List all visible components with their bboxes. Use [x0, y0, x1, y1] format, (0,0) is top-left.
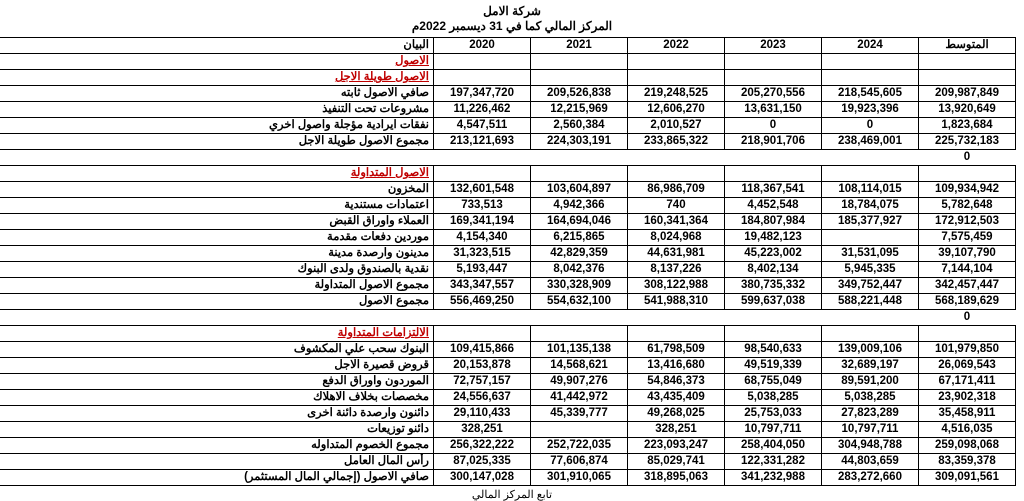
column-header-2021: 2021: [531, 38, 628, 54]
table-row: [0, 246, 1016, 262]
table-cell-value: 118,367,541: [725, 182, 822, 198]
table-row: [0, 230, 1016, 246]
table-cell-label: مجموع الاصول المتداولة: [0, 278, 434, 294]
table-cell-value: 5,782,648: [919, 198, 1016, 214]
table-row: [0, 310, 1016, 326]
table-cell-value: [919, 54, 1016, 70]
table-cell-value: 224,303,191: [531, 134, 628, 150]
table-cell-label: الالتزامات المتداولة: [0, 326, 434, 342]
table-cell-value: [725, 166, 822, 182]
table-cell-value: [531, 166, 628, 182]
table-cell-value: [531, 70, 628, 86]
table-cell-value: 309,091,561: [919, 470, 1016, 486]
table-row: [0, 374, 1016, 390]
table-cell-value: 83,359,378: [919, 454, 1016, 470]
table-cell-value: 44,631,981: [628, 246, 725, 262]
table-row: [0, 166, 1016, 182]
table-cell-value: 132,601,548: [434, 182, 531, 198]
table-cell-value: 318,895,063: [628, 470, 725, 486]
table-row: [0, 470, 1016, 486]
table-cell-value: [822, 150, 919, 166]
table-cell-label: موردين دفعات مقدمة: [0, 230, 434, 246]
column-header-2020: 2020: [434, 38, 531, 54]
table-cell-label: البنوك سحب علي المكشوف: [0, 342, 434, 358]
table-cell-value: [822, 54, 919, 70]
table-cell-value: 218,901,706: [725, 134, 822, 150]
column-header-statement: البيان: [0, 38, 434, 54]
table-cell-value: 13,631,150: [725, 102, 822, 118]
table-cell-label: مدينون وارصدة مدينة: [0, 246, 434, 262]
table-cell-value: 233,865,322: [628, 134, 725, 150]
column-header-2024: 2024: [822, 38, 919, 54]
table-cell-value: 12,215,969: [531, 102, 628, 118]
table-row: [0, 70, 1016, 86]
table-cell-value: 8,042,376: [531, 262, 628, 278]
table-cell-value: 0: [963, 311, 971, 323]
table-cell-value: 164,694,046: [531, 214, 628, 230]
table-cell-value: [725, 70, 822, 86]
table-cell-value: [434, 54, 531, 70]
table-cell-value: 5,193,447: [434, 262, 531, 278]
table-cell-value: 101,135,138: [531, 342, 628, 358]
table-body: [0, 54, 1016, 486]
table-cell-label: مجموع الاصول: [0, 294, 434, 310]
table-row: [0, 390, 1016, 406]
table-cell-value: 733,513: [434, 198, 531, 214]
table-cell-value: 49,907,276: [531, 374, 628, 390]
footer-note: تابع المركز المالي: [471, 489, 553, 501]
table-cell-value: [434, 70, 531, 86]
table-cell-value: 209,526,838: [531, 86, 628, 102]
table-cell-value: 72,757,157: [434, 374, 531, 390]
table-cell-value: [531, 54, 628, 70]
table-cell-value: [725, 54, 822, 70]
table-cell-value: 4,452,548: [725, 198, 822, 214]
table-cell-value: 39,107,790: [919, 246, 1016, 262]
table-cell-value: [822, 230, 919, 246]
table-cell-value: 225,732,183: [919, 134, 1016, 150]
table-cell-value: 23,902,318: [919, 390, 1016, 406]
table-cell-value: 1,823,684: [919, 118, 1016, 134]
table-cell-value: 184,807,984: [725, 214, 822, 230]
table-cell-label: دائنو توزيعات: [0, 422, 434, 438]
table-cell-value: 6,215,865: [531, 230, 628, 246]
table-cell-label: المخزون: [0, 182, 434, 198]
table-cell-value: 19,923,396: [822, 102, 919, 118]
table-row: [0, 86, 1016, 102]
table-cell-value: 103,604,897: [531, 182, 628, 198]
table-cell-value: 328,251: [434, 422, 531, 438]
table-cell-value: 24,556,637: [434, 390, 531, 406]
table-row: [0, 294, 1016, 310]
table-cell-value: 740: [628, 198, 725, 214]
table-cell-label: قروض قصيرة الاجل: [0, 358, 434, 374]
table-row: [0, 150, 1016, 166]
table-row: [0, 278, 1016, 294]
table-cell-value: 86,986,709: [628, 182, 725, 198]
table-cell-label: [0, 310, 434, 326]
table-cell-value: 11,226,462: [434, 102, 531, 118]
table-cell-value: 343,347,557: [434, 278, 531, 294]
table-cell-value: [822, 326, 919, 342]
table-row: [0, 102, 1016, 118]
table-cell-value: 169,341,194: [434, 214, 531, 230]
table-cell-value: 328,251: [628, 422, 725, 438]
table-cell-value: 85,029,741: [628, 454, 725, 470]
table-cell-value: 25,753,033: [725, 406, 822, 422]
table-cell-value: 172,912,503: [919, 214, 1016, 230]
table-cell-value: 7,575,459: [919, 230, 1016, 246]
table-cell-label: مشروعات تحت التنفيذ: [0, 102, 434, 118]
table-cell-value: 238,469,001: [822, 134, 919, 150]
table-cell-label: دائنون وارصدة دائنة اخرى: [0, 406, 434, 422]
table-cell-value: 14,568,621: [531, 358, 628, 374]
table-cell-value: 19,482,123: [725, 230, 822, 246]
table-cell-value: 5,038,285: [822, 390, 919, 406]
table-row: [0, 118, 1016, 134]
table-cell-value: [434, 310, 531, 326]
table-cell-value: 218,545,605: [822, 86, 919, 102]
table-cell-value: [822, 310, 919, 326]
table-cell-value: 588,221,448: [822, 294, 919, 310]
table-cell-label: اعتمادات مستندية: [0, 198, 434, 214]
table-cell-value: 8,402,134: [725, 262, 822, 278]
table-cell-label: الموردون واوراق الدفع: [0, 374, 434, 390]
table-cell-label: الاصول طويلة الاجل: [0, 70, 434, 86]
table-cell-value: 67,171,411: [919, 374, 1016, 390]
table-cell-value: 252,722,035: [531, 438, 628, 454]
table-cell-label: صافي الاصول (إجمالي المال المستثمر): [0, 470, 434, 486]
table-cell-value: 0: [725, 118, 822, 134]
table-cell-value: 256,322,222: [434, 438, 531, 454]
table-cell-label: الاصول: [0, 54, 434, 70]
table-cell-value: 8,137,226: [628, 262, 725, 278]
table-header: [0, 38, 1016, 54]
table-cell-label: نفقات ايرادية مؤجلة واصول اخري: [0, 118, 434, 134]
table-cell-value: 380,735,332: [725, 278, 822, 294]
column-header-2022: 2022: [628, 38, 725, 54]
table-cell-value: 44,803,659: [822, 454, 919, 470]
table-cell-label: رأس المال العامل: [0, 454, 434, 470]
table-cell-value: [531, 310, 628, 326]
table-row: [0, 182, 1016, 198]
table-cell-value: 41,442,972: [531, 390, 628, 406]
table-cell-value: 54,846,373: [628, 374, 725, 390]
table-cell-value: 213,121,693: [434, 134, 531, 150]
table-cell-value: 223,093,247: [628, 438, 725, 454]
table-cell-value: 109,934,942: [919, 182, 1016, 198]
table-cell-value: [725, 326, 822, 342]
table-cell-value: [725, 310, 822, 326]
table-row: [0, 438, 1016, 454]
table-cell-value: 49,519,339: [725, 358, 822, 374]
document-header: [8, 4, 1016, 34]
table-cell-value: [725, 150, 822, 166]
table-cell-value: 568,189,629: [919, 294, 1016, 310]
table-cell-value: 8,024,968: [628, 230, 725, 246]
table-cell-value: 87,025,335: [434, 454, 531, 470]
table-cell-value: 20,153,878: [434, 358, 531, 374]
table-cell-value: 0: [963, 151, 971, 163]
table-cell-value: 10,797,711: [725, 422, 822, 438]
table-cell-value: [531, 150, 628, 166]
table-cell-label: [0, 150, 434, 166]
table-cell-value: [531, 326, 628, 342]
table-cell-value: 556,469,250: [434, 294, 531, 310]
table-cell-value: 4,942,366: [531, 198, 628, 214]
table-cell-value: 554,632,100: [531, 294, 628, 310]
table-cell-value: 18,784,075: [822, 198, 919, 214]
table-cell-value: 219,248,525: [628, 86, 725, 102]
table-cell-value: 5,945,335: [822, 262, 919, 278]
table-row: [0, 214, 1016, 230]
table-cell-value: 4,547,511: [434, 118, 531, 134]
table-header-row: [0, 38, 1016, 54]
table-cell-value: [628, 70, 725, 86]
table-cell-value: 42,829,359: [531, 246, 628, 262]
table-cell-value: 101,979,850: [919, 342, 1016, 358]
table-cell-value: 68,755,049: [725, 374, 822, 390]
table-cell-value: [919, 70, 1016, 86]
table-cell-value: 139,009,106: [822, 342, 919, 358]
table-cell-value: 98,540,633: [725, 342, 822, 358]
table-cell-value: [434, 150, 531, 166]
table-cell-value: 27,823,289: [822, 406, 919, 422]
table-cell-value: 29,110,433: [434, 406, 531, 422]
table-cell-value: 13,416,680: [628, 358, 725, 374]
table-cell-value: 300,147,028: [434, 470, 531, 486]
table-cell-value: 122,331,282: [725, 454, 822, 470]
table-cell-value: 2,560,384: [531, 118, 628, 134]
table-cell-value: [919, 166, 1016, 182]
table-cell-value: 341,232,988: [725, 470, 822, 486]
table-cell-value: 12,606,270: [628, 102, 725, 118]
table-cell-value: 45,223,002: [725, 246, 822, 262]
table-row: [0, 262, 1016, 278]
table-cell-value: [628, 310, 725, 326]
table-cell-value: 308,122,988: [628, 278, 725, 294]
table-cell-value: 541,988,310: [628, 294, 725, 310]
table-cell-value: 599,637,038: [725, 294, 822, 310]
table-cell-value: 49,268,025: [628, 406, 725, 422]
table-cell-value: 13,920,649: [919, 102, 1016, 118]
table-cell-value: 26,069,543: [919, 358, 1016, 374]
table-cell-value: [434, 166, 531, 182]
table-cell-value: 205,270,556: [725, 86, 822, 102]
table-row: [0, 454, 1016, 470]
table-cell-value: 197,347,720: [434, 86, 531, 102]
table-row: [0, 326, 1016, 342]
table-cell-label: العملاء واوراق القبض: [0, 214, 434, 230]
column-header-avg: المتوسط: [919, 38, 1016, 54]
table-cell-value: 349,752,447: [822, 278, 919, 294]
table-cell-value: 342,457,447: [919, 278, 1016, 294]
table-cell-value: 10,797,711: [822, 422, 919, 438]
table-cell-value: 45,339,777: [531, 406, 628, 422]
table-cell-value: 2,010,527: [628, 118, 725, 134]
table-cell-value: [628, 326, 725, 342]
table-row: [0, 422, 1016, 438]
table-cell-value: 77,606,874: [531, 454, 628, 470]
table-row: [0, 134, 1016, 150]
table-row: [0, 198, 1016, 214]
table-cell-value: 108,114,015: [822, 182, 919, 198]
table-cell-value: [822, 70, 919, 86]
table-cell-label: صافي الاصول ثابته: [0, 86, 434, 102]
table-cell-value: 4,516,035: [919, 422, 1016, 438]
table-cell-value: 209,987,849: [919, 86, 1016, 102]
table-row: [0, 406, 1016, 422]
table-cell-value: 258,404,050: [725, 438, 822, 454]
company-name: شركة الامل: [483, 4, 541, 18]
table-cell-label: الاصول المتداولة: [0, 166, 434, 182]
table-cell-value: 31,323,515: [434, 246, 531, 262]
table-cell-value: [919, 326, 1016, 342]
table-cell-label: نقدية بالصندوق ولدى البنوك: [0, 262, 434, 278]
table-cell-value: [628, 54, 725, 70]
table-cell-value: 4,154,340: [434, 230, 531, 246]
table-cell-value: 259,098,068: [919, 438, 1016, 454]
table-cell-value: 109,415,866: [434, 342, 531, 358]
table-cell-value: 35,458,911: [919, 406, 1016, 422]
table-cell-value: 43,435,409: [628, 390, 725, 406]
table-cell-value: 31,531,095: [822, 246, 919, 262]
table-cell-value: 304,948,788: [822, 438, 919, 454]
table-cell-value: 5,038,285: [725, 390, 822, 406]
table-cell-value: [434, 326, 531, 342]
table-cell-value: 61,798,509: [628, 342, 725, 358]
table-cell-value: 160,341,364: [628, 214, 725, 230]
table-cell-value: 0: [822, 118, 919, 134]
table-cell-value: 185,377,927: [822, 214, 919, 230]
table-cell-value: [628, 166, 725, 182]
table-cell-value: 301,910,065: [531, 470, 628, 486]
column-header-2023: 2023: [725, 38, 822, 54]
table-cell-value: 283,272,660: [822, 470, 919, 486]
table-cell-value: 330,328,909: [531, 278, 628, 294]
financial-position-table: [0, 37, 1016, 486]
table-cell-value: [822, 166, 919, 182]
table-cell-label: مجموع الخصوم المتداوله: [0, 438, 434, 454]
document-subtitle: المركز المالي كما في 31 ديسمبر 2022م: [411, 19, 613, 33]
table-cell-value: 32,689,197: [822, 358, 919, 374]
table-row: [0, 358, 1016, 374]
table-cell-label: مجموع الاصول طويلة الاجل: [0, 134, 434, 150]
table-cell-value: 7,144,104: [919, 262, 1016, 278]
table-row: [0, 54, 1016, 70]
table-cell-value: [628, 150, 725, 166]
table-cell-value: [531, 422, 628, 438]
table-cell-label: مخصصات بخلاف الاهلاك: [0, 390, 434, 406]
table-cell-value: 89,591,200: [822, 374, 919, 390]
table-row: [0, 342, 1016, 358]
